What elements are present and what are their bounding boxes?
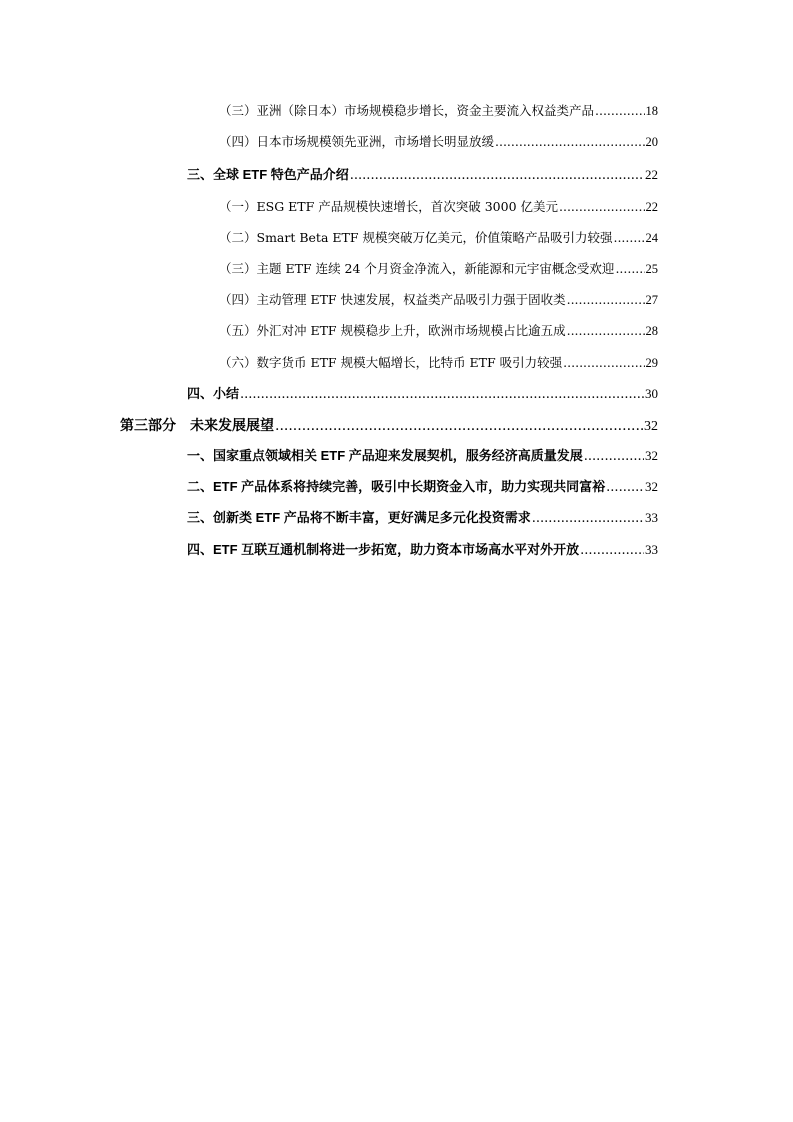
toc-entry[interactable] [219,290,658,310]
toc-leader-dots [563,353,644,373]
toc-entry[interactable] [120,415,658,437]
toc-entry-page: 28 [645,324,658,338]
toc-entry-title: 三、全球 ETF 特色产品介绍 [187,167,349,182]
toc-leader-dots [275,416,643,436]
toc-entry[interactable] [219,321,658,341]
toc-leader-dots [580,541,644,561]
toc-entry-title: （三）亚洲（除日本）市场规模稳步增长，资金主要流入权益类产品 [219,103,595,118]
toc-entry-page: 18 [645,104,658,118]
toc-entry[interactable] [187,446,658,467]
toc-entry-title: （五）外汇对冲 ETF 规模稳步上升，欧洲市场规模占比逾五成 [219,323,566,338]
toc-entry-page: 29 [645,356,658,370]
toc-entry[interactable] [219,101,658,121]
toc-entry[interactable] [187,540,658,561]
toc-entry-title: （一）ESG ETF 产品规模快速增长，首次突破 3000 亿美元 [219,199,559,214]
toc-leader-dots [567,290,645,310]
toc-entry-title: 第三部分 未来发展展望 [120,417,274,433]
toc-entry-page: 20 [645,135,658,149]
toc-entry-page: 32 [645,448,658,463]
toc-entry-title: 二、ETF 产品体系将持续完善，吸引中长期资金入市，助力实现共同富裕 [187,479,606,494]
toc-leader-dots [495,132,644,152]
toc-leader-dots [584,447,644,467]
toc-entry-page: 30 [645,386,658,401]
toc-leader-dots [615,259,644,279]
toc-entry[interactable] [187,477,658,498]
toc-entry-title: （六）数字货币 ETF 规模大幅增长，比特币 ETF 吸引力较强 [219,355,563,370]
toc-leader-dots [240,385,644,405]
toc-entry-title: （四）主动管理 ETF 快速发展，权益类产品吸引力强于固收类 [219,292,566,307]
toc-entry-page: 22 [645,200,658,214]
toc-entry-page: 22 [645,167,658,182]
toc-entry[interactable] [219,132,658,152]
toc-entry-page: 33 [645,510,658,525]
toc-entry[interactable] [219,197,658,217]
toc-entry-title: （三）主题 ETF 连续 24 个月资金净流入，新能源和元宇宙概念受欢迎 [219,261,615,276]
toc-leader-dots [595,101,644,121]
toc-leader-dots [567,321,645,341]
toc-entry[interactable] [187,165,658,186]
toc-entry-title: 四、小结 [187,386,240,401]
toc-leader-dots [606,478,644,498]
toc-entry-page: 33 [645,542,658,557]
toc-entry[interactable] [187,384,658,405]
toc-entry[interactable] [219,259,658,279]
toc-entry-title: （四）日本市场规模领先亚洲，市场增长明显放缓 [219,134,495,149]
toc-entry-page: 25 [645,262,658,276]
toc-leader-dots [532,509,644,529]
toc-entry-page: 24 [645,231,658,245]
toc-leader-dots [613,228,644,248]
toc-leader-dots [559,197,644,217]
toc-entry[interactable] [219,228,658,248]
toc-entry-page: 27 [645,293,658,307]
toc-entry-page: 32 [644,419,658,434]
toc-entry-title: 一、国家重点领域相关 ETF 产品迎来发展契机，服务经济高质量发展 [187,448,583,463]
toc-entry-title: 四、ETF 互联互通机制将进一步拓宽，助力资本市场高水平对外开放 [187,542,580,557]
toc-entry[interactable] [219,353,658,373]
toc-entry-title: （二）Smart Beta ETF 规模突破万亿美元，价值策略产品吸引力较强 [219,230,613,245]
toc-leader-dots [350,166,644,186]
toc-entry[interactable] [187,508,658,529]
toc-entry-title: 三、创新类 ETF 产品将不断丰富，更好满足多元化投资需求 [187,510,531,525]
toc-entry-page: 32 [645,479,658,494]
